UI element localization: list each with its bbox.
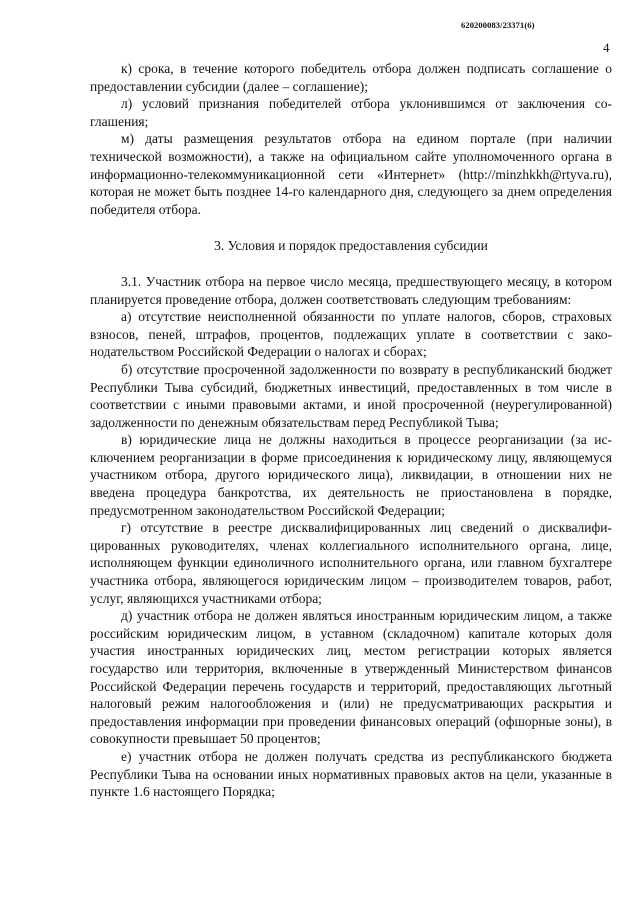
- item-g: г) отсутствие в реестре дисквалифицированных лиц сведений о дисквалифицированных руководителях, членах коллегиального исполнительного органа, лице, исполняющем функции единоличного исполнительного органа, или главном бухгалтере участника отбора, являющегося юридическим лицом – производителем товаров, работ, услуг, являющихся участниками отбора;: [90, 520, 612, 606]
- item-l: л) условий признания победителей отбора уклонившимся от заключения соглашения;: [90, 96, 612, 129]
- item-k: к) срока, в течение которого победитель отбора должен подписать соглашение о предоставлении субсидии (далее – соглашение);: [90, 61, 612, 94]
- section-heading: 3. Условия и порядок предоставления субсидии: [214, 238, 488, 254]
- item-v: в) юридические лица не должны находиться в процессе реорганизации (за исключением реорганизации в форме присоединения к юридическому лицу, являющемуся участником отбора, другого юридического лица), ликвидации, в отношении них не введена процедура банкротства, их деятельность не приостановлена в порядке, предусмотренном законодательством Российской Федерации;: [90, 432, 612, 518]
- item-3-1: 3.1. Участник отбора на первое число месяца, предшествующего месяцу, в котором планируется проведение отбора, должен соответствовать следующим требованиям:: [90, 273, 612, 307]
- document-body: [90, 60, 612, 801]
- item-e: е) участник отбора не должен получать средства из республиканского бюджета Республики Тыва на основании иных нормативных правовых актов на цели, указанные в пункте 1.6 настоящего Порядка;: [90, 748, 612, 800]
- item-m: м) даты размещения результатов отбора на едином портале (при наличии технической возможности), а также на официальном сайте уполномоченного органа в информационно-телекоммуникационной сети «Интернет» (http://minzhkkh@rtyva.ru), которая не может быть позднее 14-го календарного дня, следующего за днем определения победителя отбора.: [90, 131, 612, 217]
- page-number: 4: [603, 40, 610, 55]
- item-b: б) отсутствие просроченной задолженности по возврату в республиканский бюджет Республики Тыва субсидий, бюджетных инвестиций, предоставленных в том числе в соответствии с иными правовыми актами, и иной просроченной (неурегулированной) задолженности по денежным обязательствам перед Республикой Тыва;: [90, 361, 612, 430]
- item-a: а) отсутствие неисполненной обязанности по уплате налогов, сборов, страховых взносов, пеней, штрафов, процентов, подлежащих уплате в соответствии с законодательством Российской Федерации о налогах и сборах;: [90, 309, 612, 360]
- document-code: 620200083/23371(6): [461, 20, 535, 30]
- item-d: д) участник отбора не должен являться иностранным юридическим лицом, а также российским юридическим лицом, в уставном (складочном) капитале которых доля участия иностранных юридических лиц, местом регистрации которых является государство или территория, включенные в утвержденный Министерством финансов Российской Федерации перечень государств и территорий, предоставляющих льготный налоговый режим налогообложения и (или) не предусматривающих раскрытия и предоставления информации при проведении финансовых операций (офшорные зоны), в совокупности превышает 50 процентов;: [90, 608, 612, 747]
